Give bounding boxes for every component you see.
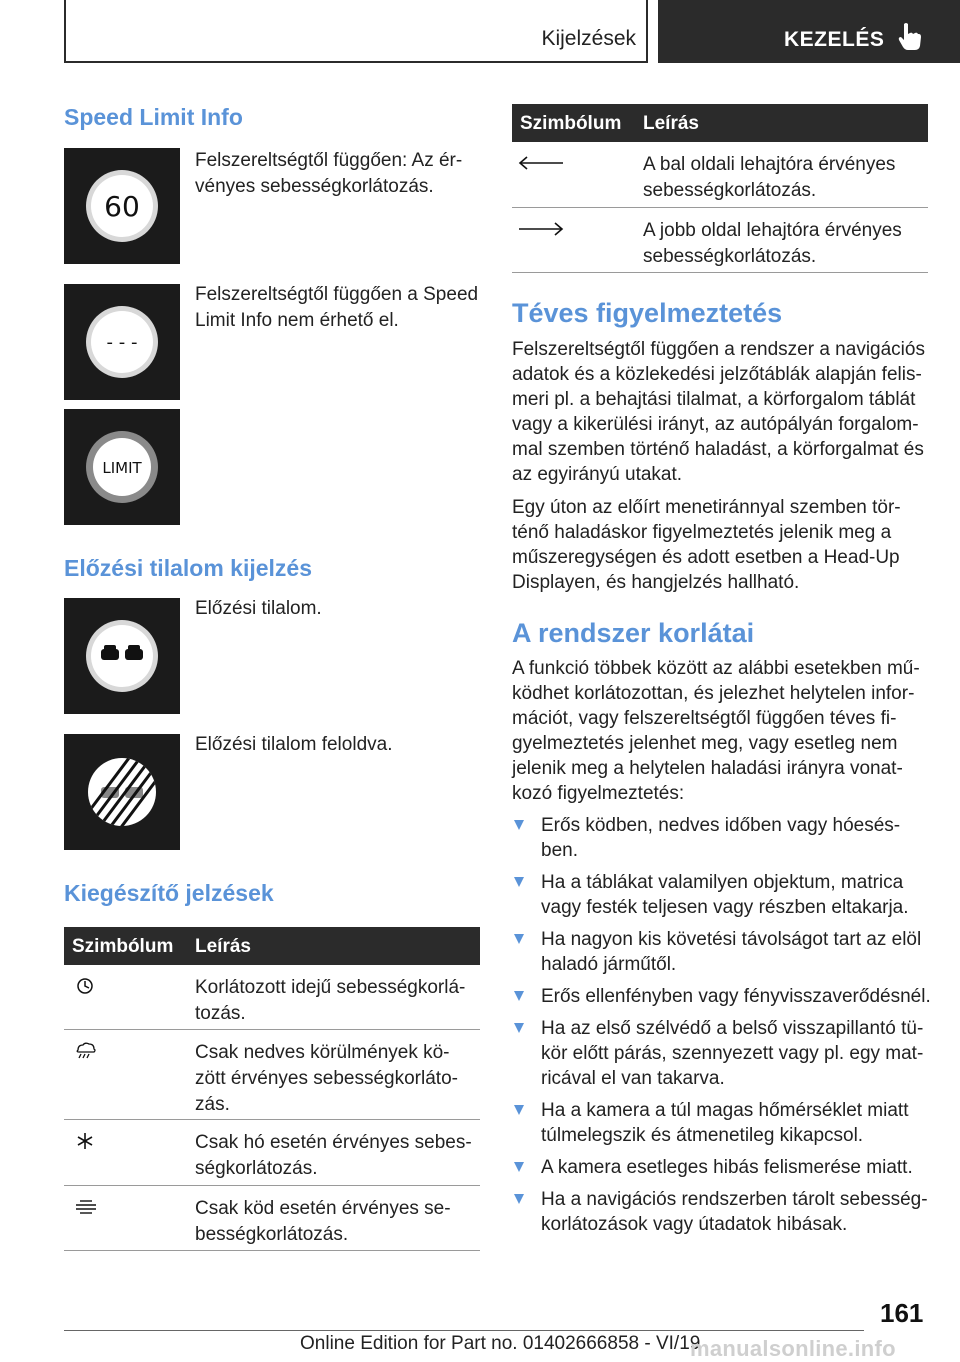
list-item: Erős ellenfényben vagy fényvisszaverődésnél. [512,984,932,1009]
speed-unavailable-sign [64,284,180,400]
table-row [64,965,480,1030]
supplementary-heading: Kiegészítő jelzések [64,880,274,906]
speed-unavailable-desc: Felszereltségtől függően a Speed Limit Info nem érhető el. [195,284,479,331]
list-item: Ha az első szélvédő a belső visszapillantó tü-kör előtt párás, szennyezett vagy pl. egy mat-ricával el van takarva. [512,1016,932,1091]
bullet-triangle-icon [514,877,524,887]
col-symbol: Szimbólum [72,936,174,957]
overtaking-heading: Előzési tilalom kijelzés [64,555,312,581]
row-description: Csak köd esetén érvényes se-bességkorlátozás. [195,1198,451,1245]
bullet-triangle-icon [514,991,524,1001]
false-warning-heading: Téves figyelmeztetés [512,298,783,328]
end-no-overtaking-sign [64,734,180,850]
watermark: manualsonline.info [690,1336,896,1361]
bullet-triangle-icon [514,1162,524,1172]
speed-60-sign-text: 60 [104,190,140,223]
list-item: Erős ködben, nedves időben vagy hóesés-ben. [512,813,932,863]
table-header [512,104,928,142]
speed-limit-heading: Speed Limit Info [64,104,243,130]
supplementary-table [64,927,480,1251]
list-item: Ha nagyon kis követési távolságot tart az elöl haladó járműtől. [512,927,932,977]
row-description: A jobb oldal lehajtóra érvényes sebességkorlátozás. [643,220,902,267]
table-row [64,1030,480,1120]
bullet-triangle-icon [514,820,524,830]
direction-table [512,104,928,273]
rain-icon [74,1042,98,1060]
end-no-overtaking-desc: Előzési tilalom feloldva. [195,734,393,755]
chapter-tab [658,0,960,63]
list-item: Ha a táblákat valamilyen objektum, matrica vagy festék teljesen vagy részben eltakarja. [512,870,932,920]
row-description: Korlátozott idejű sebességkorlá-tozás. [195,977,466,1024]
hand-pointer-icon [898,22,922,52]
snowflake-icon [76,1132,94,1150]
header-section-box [64,0,648,63]
table-row [64,1120,480,1186]
speed-unavailable-sign-text: - - - [106,332,138,353]
bullet-triangle-icon [514,1023,524,1033]
limits-intro: A funkció többek között az alábbi esetekben mű-ködhet korlátozottan, és jelezhet helytelen infor-mációt, vagy felszereltségtől függően téves fi-gyelmeztetés jelenhet meg, vagy esetleg nem jelenik meg a helytelen haladási irányra vonat-kozó figyelmeztetés: [512,658,920,804]
limit-sign [64,409,180,525]
chapter-title: KEZELÉS [784,28,885,51]
no-overtaking-desc: Előzési tilalom. [195,598,322,619]
limits-heading: A rendszer korlátai [512,618,755,648]
list-item: Ha a navigációs rendszerben tárolt sebesség-korlátozások vagy útadatok hibásak. [512,1187,932,1237]
row-description: Csak hó esetén érvényes sebes-ségkorlátozás. [195,1132,472,1179]
limits-list [512,813,932,1244]
no-overtaking-sign [64,598,180,714]
table-row [64,1186,480,1251]
fog-icon [74,1198,98,1216]
col-symbol: Szimbólum [520,113,622,134]
false-warning-paragraph-1: Felszereltségtől függően a rendszer a navigációs adatok és a közlekedési jelzőtáblák alapján felis-meri pl. a behajtási tilalmat, a körforgalom táblát vagy a kikerülési irányt, az autópályán forgalom-mal szemben történő haladást, a körforgalmat és az egyirányú utakat. [512,339,925,485]
col-description: Leírás [195,936,251,957]
row-description: Csak nedves körülmények kö-zött érvényes sebességkorláto-zás. [195,1042,458,1115]
bullet-triangle-icon [514,1194,524,1204]
clock-icon [76,977,94,995]
row-description: A bal oldali lehajtóra érvényes sebességkorlátozás. [643,154,896,201]
page-number: 161 [880,1298,924,1328]
false-warning-paragraph-2: Egy úton az előírt menetiránnyal szemben tör-ténő haladáskor figyelmeztetés jelenik meg a műszeregységen és adott esetben a Head-Up Displayen, és hangjelzés hallható. [512,497,901,593]
bullet-triangle-icon [514,1105,524,1115]
footer-edition: Online Edition for Part no. 01402666858 - VI/19 [300,1333,701,1354]
col-description: Leírás [643,113,699,134]
list-item: Ha a kamera a túl magas hőmérséklet miatt túlmelegszik és átmenetileg kikapcsol. [512,1098,932,1148]
speed-60-desc: Felszereltségtől függően: Az ér-vényes sebességkorlátozás. [195,150,463,197]
bullet-triangle-icon [514,934,524,944]
speed-60-sign [64,148,180,264]
section-title: Kijelzések [541,27,636,50]
arrow-right-icon [518,222,564,236]
table-row [512,208,928,273]
footer-divider [64,1330,864,1331]
list-item: A kamera esetleges hibás felismerése miatt. [512,1155,932,1180]
arrow-left-icon [518,156,564,170]
table-header [64,927,480,965]
table-row [512,142,928,208]
limit-sign-text: LIMIT [102,459,142,477]
